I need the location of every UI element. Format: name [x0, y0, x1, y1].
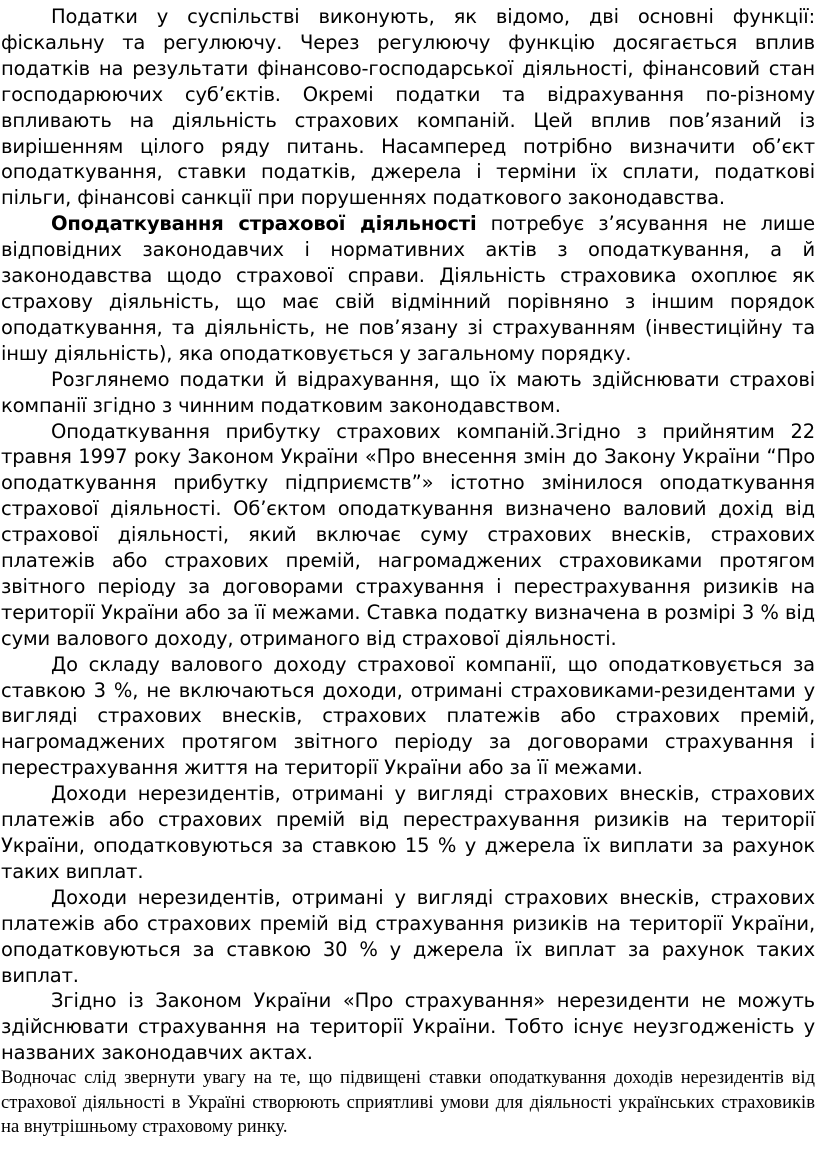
paragraph-text: Згідно із Законом України «Про страхування» нерезиденти не можуть здійснювати страхування на території України. Тобто існує неузгодженість у названих законодавчих актах.	[1, 989, 815, 1065]
paragraph-tax-functions	[1, 4, 815, 211]
paragraph-text: Податки у суспільстві виконують, як відомо, дві основні функції: фіскальну та регулюючу. Через регулюючу функцію досягається вплив податків на результати фінансово-господарської діяльності, фінансовий стан господарюючих суб’єктів. Окремі податки та відрахування по-різному впливають на діяльність страхових компаній. Цей вплив пов’язаний із вирішенням цілого ряду питань. Насамперед потрібно визначити об’єкт оподаткування, ставки податків, джерела і терміни їх сплати, податкові пільги, фінансові санкції при порушеннях податкового законодавства.	[1, 5, 815, 210]
paragraph-profit-taxation	[1, 419, 815, 652]
paragraph-text: потребує з’ясування не лише відповідних законодавчих і нормативних актів з оподаткування, а й законодавства щодо страхової справи. Діяльність страховика охоплює як страхову діяльність, що має свій відмінний порівняно з іншим порядок оподаткування, та діяльність, не пов’язану зі страхуванням (інвестиційну та іншу діяльність), яка оподатковується у загальному порядку.	[1, 212, 815, 365]
paragraph-nonresident-insurance	[1, 885, 815, 989]
paragraph-text: Доходи нерезидентів, отримані у вигляді страхових внесків, страхових платежів або страхових премій від страхування ризиків на території України, оподатковуються за ставкою 30 % у джерела їх виплат за рахунок таких виплат.	[1, 885, 815, 987]
paragraph-gross-income-exclusions	[1, 652, 815, 782]
paragraph-text: Розглянемо податки й відрахування, що їх мають здійснювати страхові компанії згідно з чинним податковим законодавством.	[1, 367, 815, 417]
paragraph-text: Водночас слід звернути увагу на те, що підвищені ставки оподаткування доходів нерезидентів від страхової діяльності в Україні створюють сприятливі умови для діяльності українських страховиків на внутрішньому страховому ринку.	[1, 1067, 815, 1138]
bold-heading-term: Оподаткування страхової діяльності	[51, 212, 477, 236]
paragraph-text: До складу валового доходу страхової компанії, що оподатковується за ставкою 3 %, не включаються доходи, отримані страховиками-резидентами у вигляді страхових внесків, страхових платежів або страхових премій, нагромаджених протягом звітного періоду за договорами страхування і перестрахування життя на території України або за її межами.	[1, 652, 815, 780]
paragraph-nonresident-reinsurance	[1, 781, 815, 885]
paragraph-text: Доходи нерезидентів, отримані у вигляді страхових внесків, страхових платежів або страхових премій від перестрахування ризиків на території України, оподатковуються за ставкою 15 % у джерела їх виплати за рахунок таких виплат.	[1, 782, 815, 883]
paragraph-law-inconsistency	[1, 988, 815, 1066]
paragraph-review-taxes	[1, 367, 815, 419]
paragraph-conclusion	[1, 1066, 815, 1140]
document-page	[0, 4, 816, 1140]
paragraph-text: Оподаткування прибутку страхових компаній.Згідно з прийнятим 22 травня 1997 року Законом України «Про внесення змін до Закону України “Про оподаткування прибутку підприємств”» істотно змінилося оподаткування страхової діяльності. Об’єктом оподаткування визначено валовий дохід від страхової діяльності, який включає суму страхових внесків, страхових платежів або страхових премій, нагромаджених страховиками протягом звітного періоду за договорами страхування і перестрахування ризиків на території України або за її межами. Ставка податку визначена в розмірі 3 % від суми валового доходу, отриманого від страхової діяльності.	[1, 419, 815, 650]
paragraph-insurance-taxation	[1, 211, 815, 366]
